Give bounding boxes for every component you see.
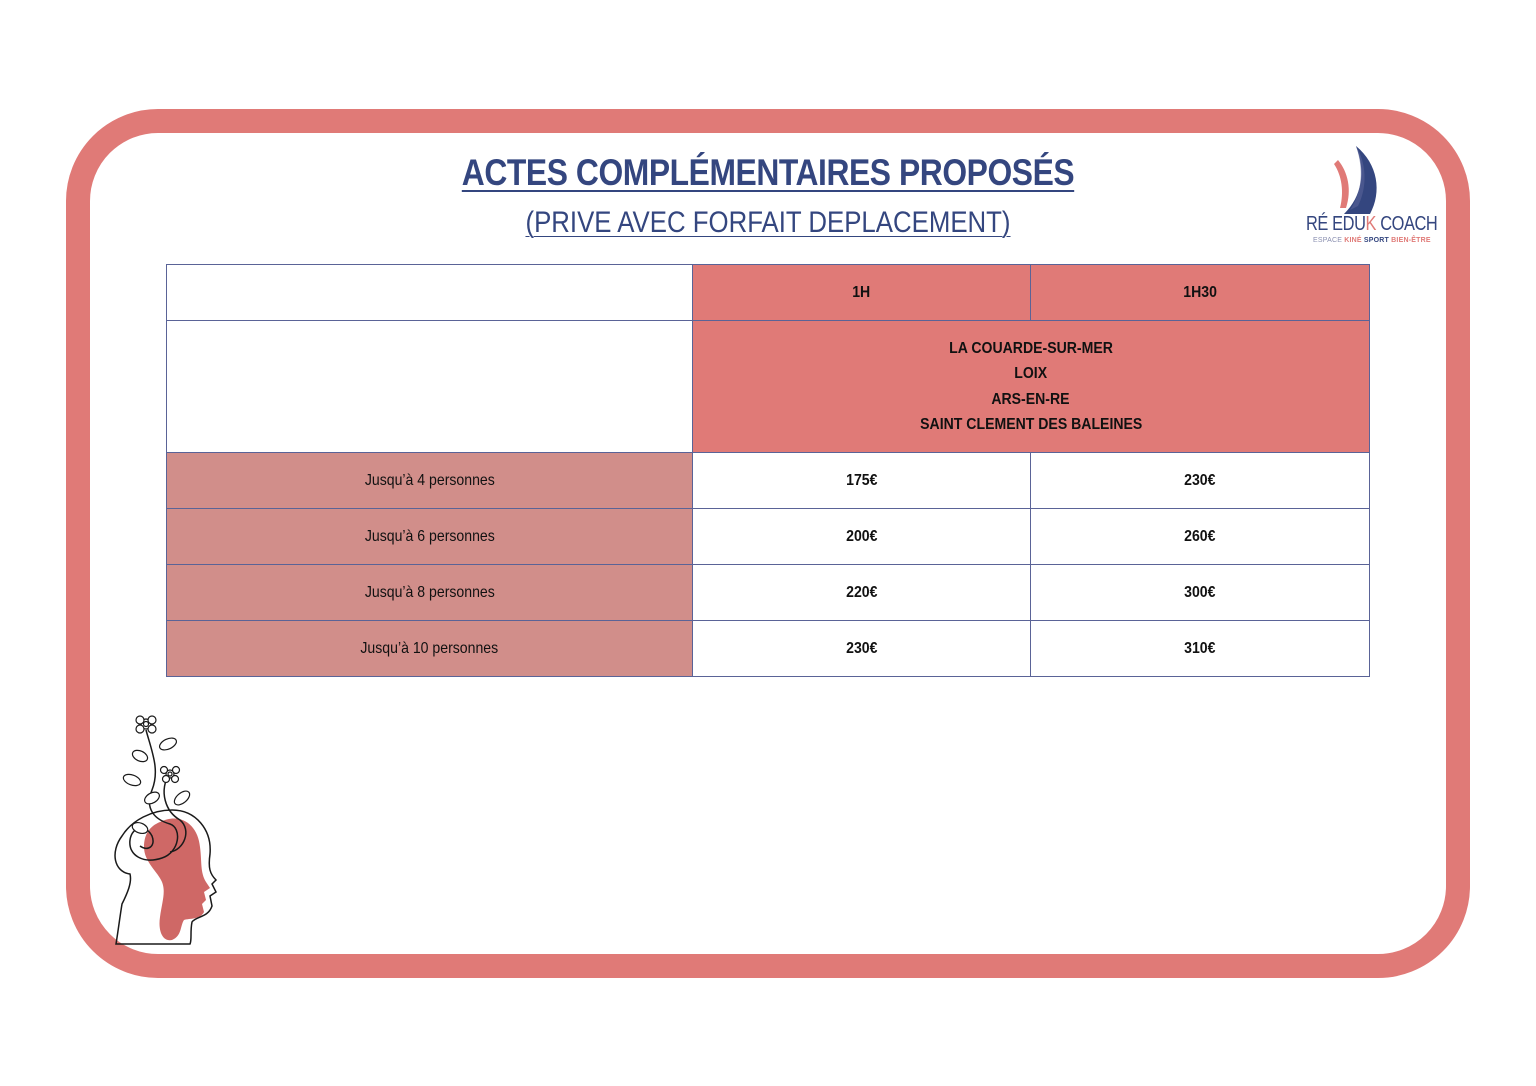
town: ARS-EN-RE — [991, 390, 1071, 408]
towns-empty-cell — [167, 321, 693, 453]
logo-wordmark: RÉ EDUK COACH — [1306, 213, 1438, 235]
price-1h: 230€ — [692, 621, 1031, 677]
header-empty-cell — [167, 265, 693, 321]
towns-cell — [692, 321, 1369, 453]
towns-row — [167, 321, 1370, 453]
row-label: Jusqu’à 6 personnes — [167, 509, 693, 565]
row-label: Jusqu’à 8 personnes — [167, 565, 693, 621]
price-1h: 200€ — [692, 509, 1031, 565]
page-subtitle: (PRIVE AVEC FORFAIT DEPLACEMENT) — [525, 206, 1011, 239]
table-row — [167, 453, 1370, 509]
town: LOIX — [1014, 365, 1048, 382]
price-table — [166, 264, 1370, 677]
page-title: ACTES COMPLÉMENTAIRES PROPOSÉS — [461, 152, 1075, 193]
logo-tagline: ESPACE KINÉ SPORT BIEN-ÊTRE — [1313, 237, 1431, 244]
price-1h30: 300€ — [1031, 565, 1370, 621]
row-label: Jusqu’à 10 personnes — [167, 621, 693, 677]
town: LA COUARDE-SUR-MER — [949, 339, 1113, 357]
header-1h: 1H — [692, 265, 1031, 321]
header-1h30: 1H30 — [1031, 265, 1370, 321]
price-1h: 175€ — [692, 453, 1031, 509]
table-row — [167, 509, 1370, 565]
table-row — [167, 621, 1370, 677]
price-1h: 220€ — [692, 565, 1031, 621]
price-1h30: 260€ — [1031, 509, 1370, 565]
table-row — [167, 565, 1370, 621]
head-with-flowers-icon — [100, 712, 225, 952]
price-1h30: 310€ — [1031, 621, 1370, 677]
table-header-row — [167, 265, 1370, 321]
price-1h30: 230€ — [1031, 453, 1370, 509]
town: SAINT CLEMENT DES BALEINES — [919, 416, 1143, 433]
row-label: Jusqu’à 4 personnes — [167, 453, 693, 509]
